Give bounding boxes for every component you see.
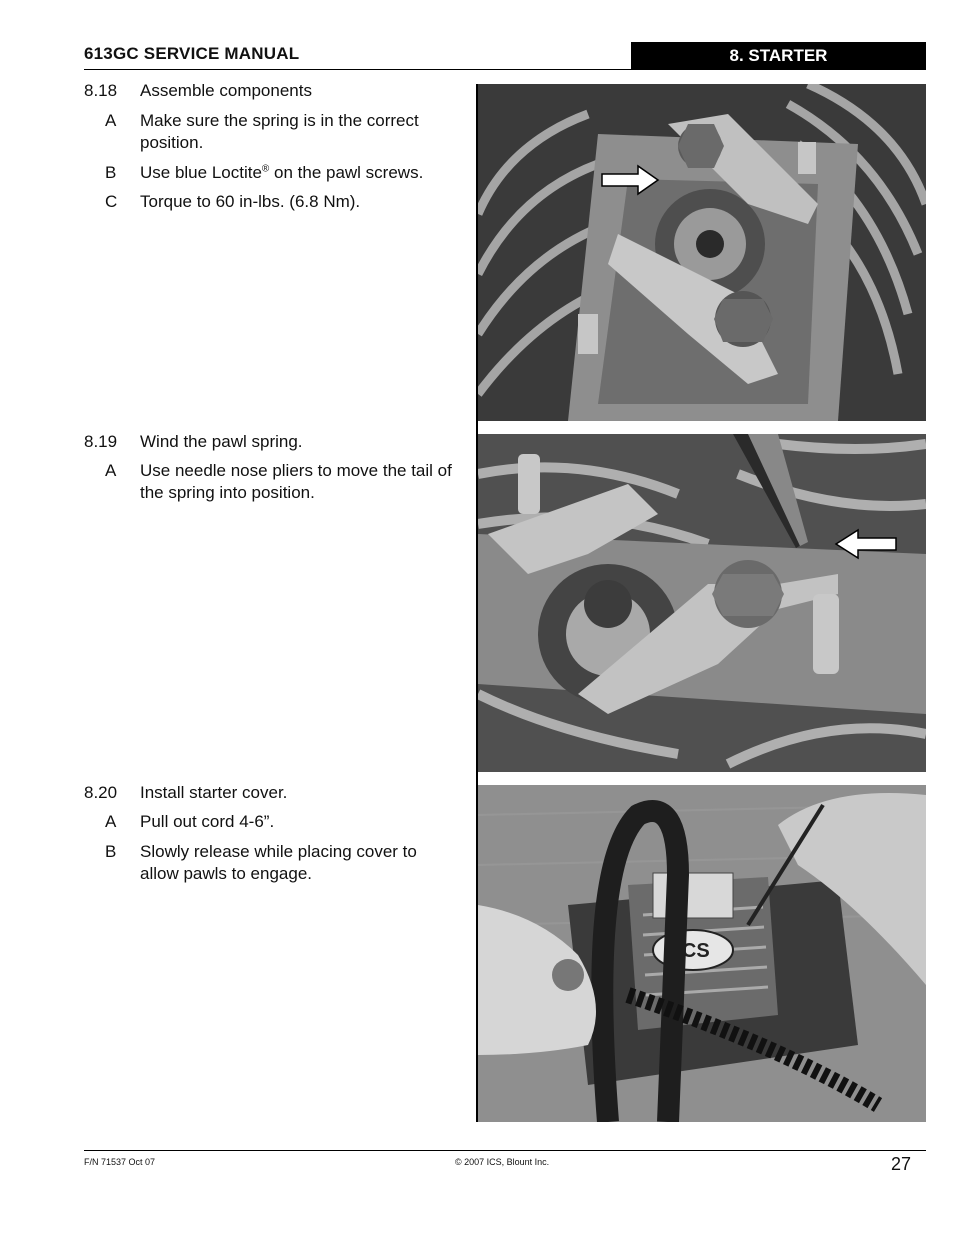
- substep-text: Use needle nose pliers to move the tail of the spring into position.: [140, 461, 452, 502]
- step-number: 8.18: [84, 81, 118, 100]
- substep-letter: B: [105, 842, 117, 861]
- step-number: 8.19: [84, 432, 118, 451]
- substep-text: Make sure the spring is in the correct position.: [140, 111, 419, 152]
- step-title: Assemble components: [140, 81, 312, 100]
- substep-letter: A: [105, 461, 117, 480]
- substep-letter: B: [105, 163, 117, 182]
- photo-pawl-assembly: [478, 84, 926, 421]
- header-rule: [84, 69, 926, 70]
- substep-letter: C: [105, 192, 118, 211]
- manual-title: 613GC SERVICE MANUAL: [84, 44, 300, 63]
- step-title: Install starter cover.: [140, 783, 288, 802]
- step-title: Wind the pawl spring.: [140, 432, 303, 451]
- part-number: F/N 71537 Oct 07: [84, 1157, 156, 1167]
- substep-text: Torque to 60 in-lbs. (6.8 Nm).: [140, 192, 361, 211]
- registered-mark: ®: [261, 163, 270, 175]
- step-number: 8.20: [84, 783, 118, 802]
- substep-text: Slowly release while placing cover to allow pawls to engage.: [140, 842, 417, 883]
- ics-logo: ICS: [676, 940, 710, 962]
- substep-letter: A: [105, 111, 117, 130]
- photo-pliers-spring: [478, 434, 926, 772]
- substep-text: Pull out cord 4-6”.: [140, 812, 275, 831]
- copyright: © 2007 ICS, Blount Inc.: [455, 1157, 550, 1167]
- section-title: 8. STARTER: [631, 42, 926, 69]
- substep-letter: A: [105, 812, 117, 831]
- page-number: 27: [891, 1154, 912, 1174]
- substep-text: Use blue Loctite® on the pawl screws.: [140, 163, 424, 182]
- footer-rule: [84, 1150, 926, 1151]
- photo-starter-cover: [478, 785, 926, 1122]
